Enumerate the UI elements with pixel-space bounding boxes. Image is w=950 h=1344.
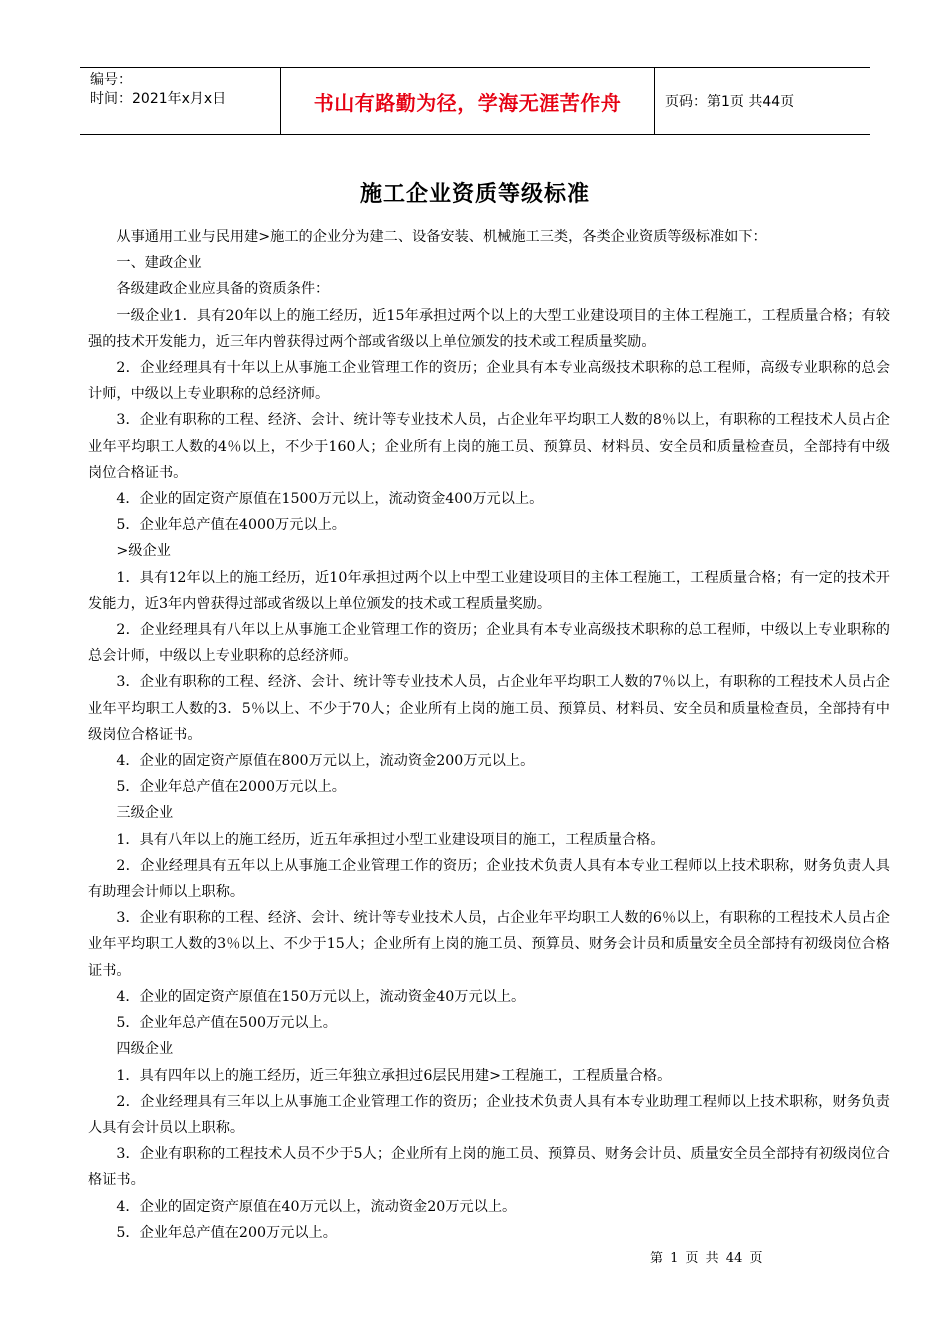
document-body [88,224,890,1246]
paragraph: 4．企业的固定资产原值在800万元以上，流动资金200万元以上。 [116,753,535,770]
header-page-cell [655,68,870,134]
paragraph: 4．企业的固定资产原值在40万元以上，流动资金20万元以上。 [116,1198,517,1215]
header-motto-cell [281,68,655,134]
paragraph: 3．企业有职称的工程、经济、会计、统计等专业技术人员，占企业年平均职工人数的6％以上，有职称的工程技术人员占企业年平均职工人数的3％以上、不少于15人；企业所有上岗的施工员、预算员、财务会计员和质量安全员全部持有初级岗位合格证书。 [88,910,890,979]
header-motto: 书山有路勤为径，学海无涯苦作舟 [313,90,622,115]
paragraph: 2．企业经理具有三年以上从事施工企业管理工作的资历；企业技术负责人具有本专业助理工程师以上技术职称，财务负责人具有会计员以上职称。 [88,1093,890,1136]
paragraph: 3．企业有职称的工程技术人员不少于5人；企业所有上岗的施工员、预算员、财务会计员、质量安全员全部持有初级岗位合格证书。 [88,1146,890,1189]
paragraph: 1．具有四年以上的施工经历，近三年独立承担过6层民用建>工程施工，工程质量合格。 [116,1067,672,1084]
header-meta [80,68,281,134]
paragraph: 一级企业1．具有20年以上的施工经历，近15年承担过两个以上的大型工业建设项目的主体工程施工，工程质量合格；有较强的技术开发能力，近三年内曾获得过两个部或省级以上单位颁发的技术或工程质量奖励。 [88,307,890,350]
paragraph: 5．企业年总产值在2000万元以上。 [116,779,346,796]
page-footer: 第 1 页 共 44 页 [650,1251,763,1266]
paragraph: 5．企业年总产值在4000万元以上。 [116,517,346,534]
paragraph: 5．企业年总产值在200万元以上。 [116,1224,337,1241]
paragraph: 2．企业经理具有五年以上从事施工企业管理工作的资历；企业技术负责人具有本专业工程师以上技术职称，财务负责人具有助理会计师以上职称。 [88,857,890,901]
paragraph: 从事通用工业与民用建>施工的企业分为建二、设备安装、机械施工三类，各类企业资质等级标准如下： [116,229,767,245]
paragraph: 2．企业经理具有八年以上从事施工企业管理工作的资历；企业具有本专业高级技术职称的总工程师，中级以上专业职称的总会计师，中级以上专业职称的总经济师。 [88,622,890,665]
page-header [80,67,870,135]
paragraph: 2．企业经理具有十年以上从事施工企业管理工作的资历；企业具有本专业高级技术职称的总工程师，高级专业职称的总会计师，中级以上专业职称的总经济师。 [88,360,890,403]
paragraph: 3．企业有职称的工程、经济、会计、统计等专业技术人员，占企业年平均职工人数的7％以上，有职称的工程技术人员占企业年平均职工人数的3．5％以上、不少于70人；企业所有上岗的施工员、预算员、材料员、安全员和质量检查员，全部持有中级岗位合格证书。 [88,674,890,743]
document-number-label: 编号： [90,72,132,88]
header-page-label: 页码：第1页 共44页 [665,94,795,110]
paragraph: 5．企业年总产值在500万元以上。 [116,1015,337,1032]
document-title: 施工企业资质等级标准 [359,181,590,207]
paragraph: 4．企业的固定资产原值在150万元以上，流动资金40万元以上。 [116,988,526,1005]
subsection-heading: >级企业 [116,543,171,560]
paragraph: 3．企业有职称的工程、经济、会计、统计等专业技术人员，占企业年平均职工人数的8％以上，有职称的工程技术人员占企业年平均职工人数的4％以上，不少于160人；企业所有上岗的施工员、预算员、材料员、安全员和质量检查员，全部持有中级岗位合格证书。 [88,412,890,481]
section-heading: 一、建政企业 [116,255,202,272]
paragraph: 1．具有八年以上的施工经历，近五年承担过小型工业建设项目的施工，工程质量合格。 [116,831,665,848]
paragraph: 各级建政企业应具备的资质条件： [116,281,330,298]
paragraph: 1．具有12年以上的施工经历，近10年承担过两个以上中型工业建设项目的主体工程施工，工程质量合格；有一定的技术开发能力，近3年内曾获得过部或省级以上单位颁发的技术或工程质量奖励。 [88,569,890,612]
subsection-heading: 三级企业 [116,805,174,822]
subsection-heading: 四级企业 [116,1041,174,1058]
document-time-label: 时间：2021年x月x日 [90,91,227,107]
paragraph: 4．企业的固定资产原值在1500万元以上，流动资金400万元以上。 [116,491,544,508]
